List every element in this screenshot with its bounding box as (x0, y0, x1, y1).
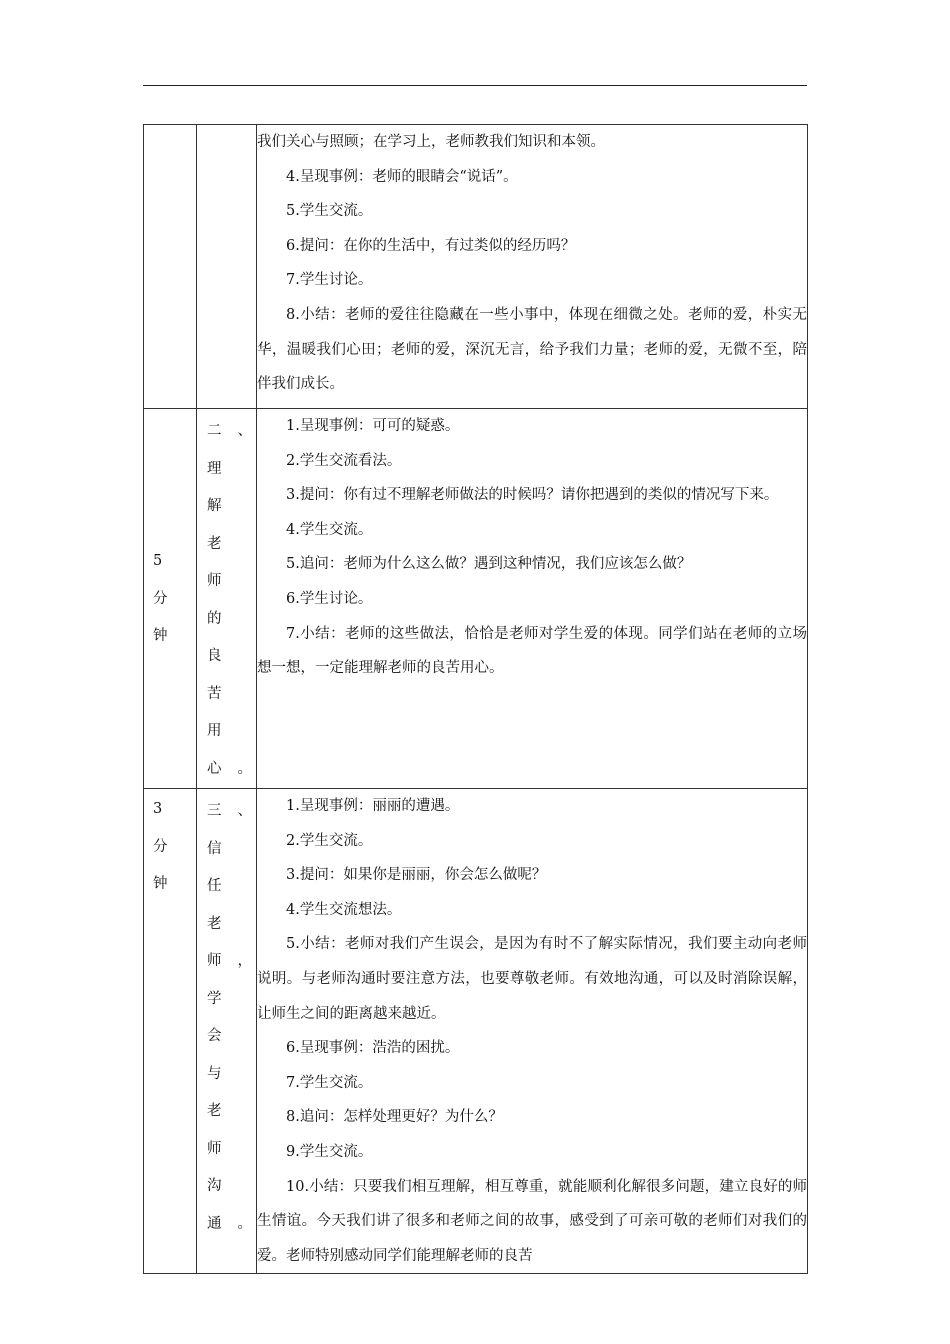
content-line: 5.追问：老师为什么这么做？遇到这种情况，我们应该怎么做？ (286, 556, 692, 573)
content-line: 8.小结：老师的爱往往隐藏在一些小事中，体现在细微之处。老师的爱，朴实无华，温暖我们心田；老师的爱，深沉无言，给予我们力量；老师的爱，无微不至，陪伴我们成长。 (257, 306, 807, 393)
content-line: 4.呈现事例：老师的眼睛会“说话”。 (286, 168, 518, 185)
time-cell: 3分钟 (144, 789, 197, 1274)
table-row (144, 409, 808, 789)
section-cell (197, 125, 257, 409)
section-cell: 三、信任老师，学会与老师沟通。 (197, 789, 257, 1274)
content-line: 2.学生交流看法。 (286, 452, 402, 469)
table-row (144, 789, 808, 1274)
content-line: 5.小结：老师对我们产生误会，是因为有时不了解实际情况，我们要主动向老师说明。与老师沟通时要注意方法，也要尊敬老师。有效地沟通，可以及时消除误解，让师生之间的距离越来越近。 (257, 936, 807, 1022)
content-line: 6.提问：在你的生活中，有过类似的经历吗？ (286, 237, 576, 254)
content-line: 4.学生交流。 (286, 521, 373, 538)
content-line: 我们关心与照顾；在学习上，老师教我们知识和本领。 (257, 134, 605, 150)
time-cell (144, 125, 197, 409)
section-cell: 二、理解老师的良苦用心。 (197, 409, 257, 789)
content-line: 7.小结：老师的这些做法，恰恰是老师对学生爱的体现。同学们站在老师的立场想一想，一定能理解老师的良苦用心。 (257, 625, 807, 677)
content-cell (257, 789, 808, 1274)
content-cell (257, 409, 808, 789)
content-line: 1.呈现事例：可可的疑惑。 (286, 418, 460, 434)
content-line: 8.追问：怎样处理更好？为什么？ (286, 1109, 503, 1126)
time-cell: 5分钟 (144, 409, 197, 789)
content-line: 6.学生讨论。 (286, 590, 373, 607)
content-line: 7.学生交流。 (286, 1074, 373, 1091)
content-line: 9.学生交流。 (286, 1143, 373, 1160)
content-line: 4.学生交流想法。 (286, 901, 402, 918)
content-line: 2.学生交流。 (286, 832, 373, 849)
content-cell (257, 125, 808, 409)
content-line: 10.小结：只要我们相互理解，相互尊重，就能顺利化解很多问题，建立良好的师生情谊。今天我们讲了很多和老师之间的故事，感受到了可亲可敬的老师们对我们的爱。老师特别感动同学们能理解老师的良苦 (257, 1178, 807, 1264)
content-line: 1.呈现事例：丽丽的遭遇。 (286, 798, 460, 814)
content-line: 6.呈现事例：浩浩的困扰。 (286, 1040, 460, 1057)
content-line: 7.学生讨论。 (286, 272, 373, 289)
content-line: 3.提问：如果你是丽丽，你会怎么做呢？ (286, 867, 547, 884)
lesson-plan-table (143, 124, 808, 1274)
table-row (144, 125, 808, 409)
header-rule (143, 85, 807, 86)
content-line: 3.提问：你有过不理解老师做法的时候吗？请你把遇到的类似的情况写下来。 (286, 487, 779, 504)
content-line: 5.学生交流。 (286, 203, 373, 220)
